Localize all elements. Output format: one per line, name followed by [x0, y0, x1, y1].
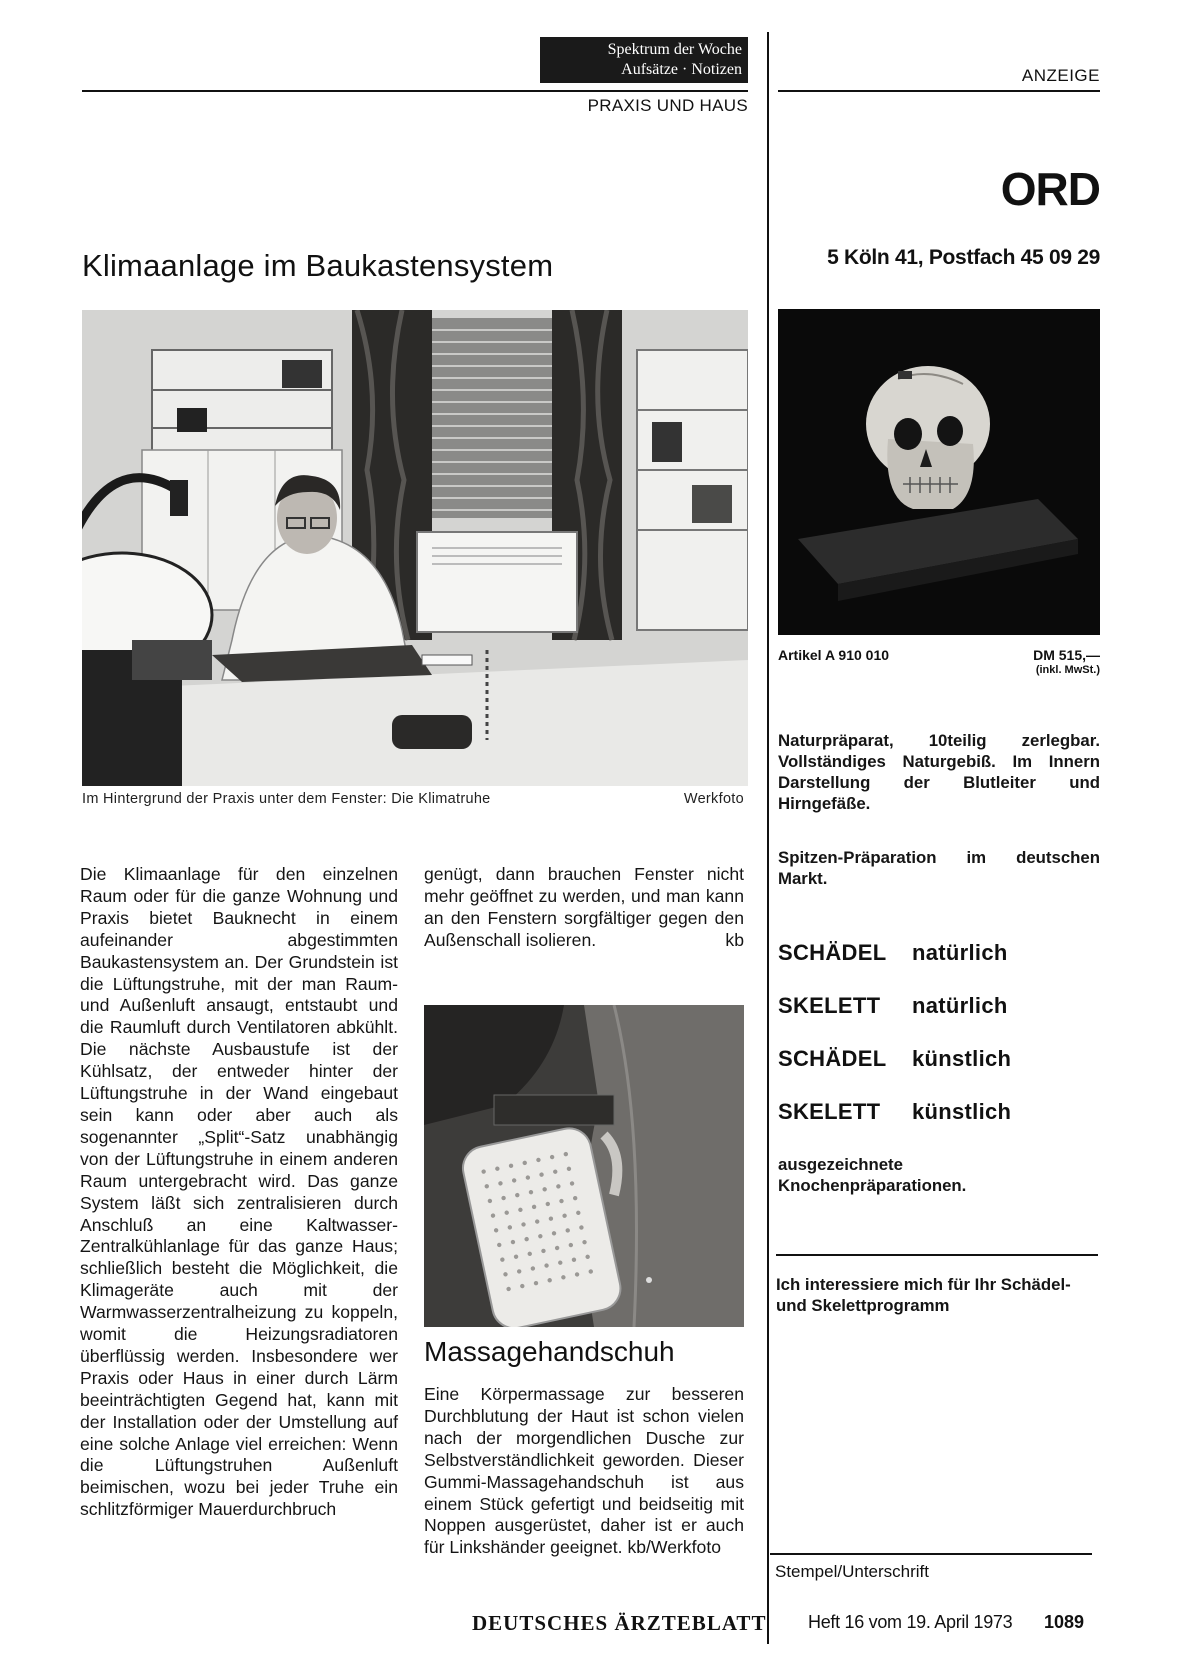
ad-product-name: SCHÄDEL [778, 1046, 887, 1071]
stamp-signature-label: Stempel/Unterschrift [775, 1562, 929, 1581]
ad-product-list [778, 940, 1100, 1152]
coupon-text-body: Ich interessiere mich für Ihr Schädel- und Skelettprogramm [776, 1275, 1071, 1315]
rubric-label: PRAXIS UND HAUS [587, 96, 748, 115]
ad-product-item [778, 1046, 1100, 1099]
section-label-line1: Spektrum der Woche [607, 41, 742, 58]
ad-price: DM 515,— [1033, 647, 1100, 663]
skull-illustration [778, 309, 1100, 635]
article-body-column-1 [80, 864, 398, 1521]
ad-label: ANZEIGE [1021, 66, 1100, 85]
article-continuation-text: genügt, dann brauchen Fenster nicht mehr geöffnet zu werden, und man kann an den Fenstern sorgfältiger gegen den Außenschall isolieren. [424, 864, 744, 950]
ad-closing-text: ausgezeichnete Knochenpräparationen. [778, 1155, 967, 1195]
coupon-rule-top [776, 1254, 1098, 1256]
massage-body [424, 1384, 744, 1559]
massage-glove-illustration [424, 1005, 744, 1327]
ad-product-type: natürlich [912, 993, 1008, 1018]
ad-product-type: künstlich [912, 1099, 1012, 1124]
section-label-box [540, 37, 748, 83]
ad-description [778, 730, 1100, 814]
article-signature: kb [725, 929, 744, 950]
ad-product-name: SKELETT [778, 993, 881, 1018]
massage-glove-photo [424, 1005, 744, 1327]
ad-company-name: ORD [1000, 163, 1100, 215]
skull-photo [778, 309, 1100, 635]
ad-tagline-text: Spitzen-Präparation im deutschen Markt. [778, 848, 1100, 888]
ad-address: 5 Köln 41, Postfach 45 09 29 [827, 246, 1100, 269]
article-headline: Klimaanlage im Baukastensystem [82, 248, 554, 283]
header-rule-right [778, 90, 1100, 92]
ad-tagline [778, 847, 1100, 889]
ad-description-text: Naturpräparat, 10teilig zerlegbar. Vollständiges Naturgebiß. Im Innern Darstellung der Blutleiter und Hirngefäße. [778, 731, 1100, 813]
footer-issue: Heft 16 vom 19. April 1973 [808, 1612, 1013, 1632]
ad-product-name: SKELETT [778, 1099, 881, 1124]
footer-page-number: 1089 [1044, 1612, 1085, 1632]
office-photo-illustration [82, 310, 748, 786]
office-photo-caption: Im Hintergrund der Praxis unter dem Fenster: Die Klimatruhe [82, 791, 491, 807]
ad-product-item [778, 940, 1100, 993]
ad-article-number: Artikel A 910 010 [778, 647, 890, 663]
office-photo [82, 310, 748, 786]
ad-closing [778, 1154, 1018, 1196]
ad-product-type: natürlich [912, 940, 1008, 965]
footer-magazine-name: DEUTSCHES ÄRZTEBLATT [472, 1611, 767, 1635]
column-divider [767, 32, 769, 1644]
section-label-line2: Aufsätze · Notizen [621, 61, 742, 78]
office-photo-credit: Werkfoto [683, 791, 744, 807]
header-rule-left [82, 90, 748, 92]
massage-headline: Massagehandschuh [424, 1336, 675, 1367]
coupon-text [776, 1274, 1076, 1316]
ad-product-name: SCHÄDEL [778, 940, 887, 965]
article-body-text: Die Klimaanlage für den einzelnen Raum oder für die ganze Wohnung und Praxis bietet Bauknecht in einem aufeinander abgestimmten Baukastensystem an. Der Grundstein ist die Lüftungstruhe, mit der man Raum- und Außenluft ansaugt, entstaubt und die Raumluft durch Ventilatoren abkühlt. Die nächste Ausbaustufe ist der Kühlsatz, der entweder hinter der Lüftungstruhe in der Wand eingebaut sein kann oder aber auch als sogenannter „Split“-Satz unabhängig von der Lüftungstruhe in einem anderen Raum untergebracht wird. Das ganze System läßt sich zentralisieren durch Anschluß an eine Kaltwasser-Zentralkühlanlage für das ganze Haus; schließlich besteht die Möglichkeit, die Klimageräte auch mit der Warmwasserzentralheizung zu koppeln, womit die Heizungsradiatoren überflüssig werden. Insbesondere wer Praxis oder Haus in einer durch Lärm beeinträchtigten Gegend hat, kann mit der Installation oder der Umstellung auf eine solche Anlage viel erreichen: Wenn die Lüftungstruhen Außenluft beimischen, wozu bei jeder Truhe ein schlitzförmiger Mauerdurchbruch [80, 864, 398, 1520]
stamp-signature-line [770, 1553, 1092, 1555]
ad-product-type: künstlich [912, 1046, 1012, 1071]
ad-product-item [778, 993, 1100, 1046]
article-body-column-2 [424, 864, 744, 952]
massage-body-text: Eine Körpermassage zur besseren Durchblutung der Haut ist schon vielen nach der morgendlichen Dusche zur Selbstverständlichkeit geworden. Dieser Gummi-Massagehandschuh ist aus einem Stück gefertigt und beidseitig mit Noppen ausgerüstet, daher ist er auch für Linkshänder geeignet. kb/Werkfoto [424, 1384, 744, 1558]
ad-price-note: (inkl. MwSt.) [1035, 664, 1100, 676]
ad-product-item [778, 1099, 1100, 1152]
